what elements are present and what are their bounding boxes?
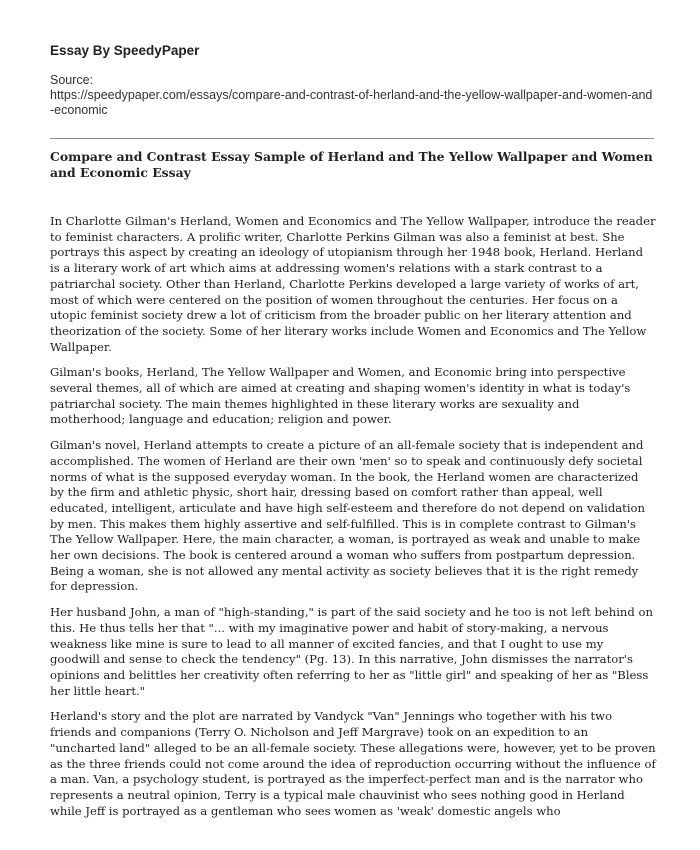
paragraph-4: Her husband John, a man of "high-standing," is part of the said society and he too is not left behind on this. He thus tells her that "... with my imaginative power and habit of story-making, a nervous weakness like mine is sure to lead to all manner of excited fancies, and that I ought to use my goodwill and sense to check the tendency" (Pg. 13). In this narrative, John dismisses the narrator's opinions and belittles her creativity often referring to her as "little girl" and speaking of her as "Bless her little heart." <box>50 605 653 698</box>
paragraph-3: Gilman's novel, Herland attempts to create a picture of an all-female society that is independent and accomplished. The women of Herland are their own 'men' so to speak and continuously defy societal norms of what is the supposed everyday woman. In the book, the Herland women are characterized by the firm and athletic physic, short hair, dressing based on comfort rather than appeal, well educated, intelligent, articulate and have high self-esteem and therefore do not depend on validation by men. This makes them highly assertive and self-fulfilled. This is in complete contrast to Gilman's The Yellow Wallpaper. Here, the main character, a woman, is portrayed as weak and unable to make her own decisions. The book is centered around a woman who suffers from postpartum depression. Being a woman, she is not allowed any mental activity as society believes that it is the right remedy for depression. <box>50 438 645 594</box>
paragraph-2: Gilman's books, Herland, The Yellow Wallpaper and Women, and Economic bring into perspective several themes, all of which are aimed at creating and shaping women's identity in what is today's patriarchal society. The main themes highlighted in these literary works are sexuality and motherhood; language and education; religion and power. <box>50 365 631 427</box>
header-divider <box>50 138 654 139</box>
paragraph-1: In Charlotte Gilman's Herland, Women and Economics and The Yellow Wallpaper, introduce the reader to feminist characters. A prolific writer, Charlotte Perkins Gilman was also a feminist at best. She portrays this aspect by creating an ideology of utopianism through her 1948 book, Herland. Herland is a literary work of art which aims at addressing women's relations with a stark contrast to a patriarchal society. Other than Herland, Charlotte Perkins developed a large variety of works of art, most of which were centered on the position of women throughout the centuries. Her focus on a utopic feminist society drew a lot of criticism from the broader public on her literary attention and theorization of the society. Some of her literary works include Women and Economics and The Yellow Wallpaper. <box>50 214 656 354</box>
essay-body <box>50 214 656 829</box>
source-block <box>50 73 654 118</box>
essay-title: Compare and Contrast Essay Sample of Herland and The Yellow Wallpaper and Women and Economic Essay <box>50 149 653 180</box>
paragraph-5: Herland's story and the plot are narrated by Vandyck "Van" Jennings who together with his two friends and companions (Terry O. Nicholson and Jeff Margrave) took on an expedition to an "uncharted land" alleged to be an all-female society. These allegations were, however, yet to be proven as the three friends could not come around the idea of reproduction occurring without the influence of a man. Van, a psychology student, is portrayed as the imperfect-perfect man and is the narrator who represents a neutral opinion, Terry is a typical male chauvinist who sees nothing good in Herland while Jeff is portrayed as a gentleman who sees women as 'weak' domestic angels who <box>50 709 656 818</box>
source-label: Source: <box>50 73 94 87</box>
brand-heading: Essay By SpeedyPaper <box>50 43 200 58</box>
source-url[interactable]: https://speedypaper.com/essays/compare-and-contrast-of-herland-and-the-yellow-wallpaper-and-women-and-economic <box>50 88 653 117</box>
